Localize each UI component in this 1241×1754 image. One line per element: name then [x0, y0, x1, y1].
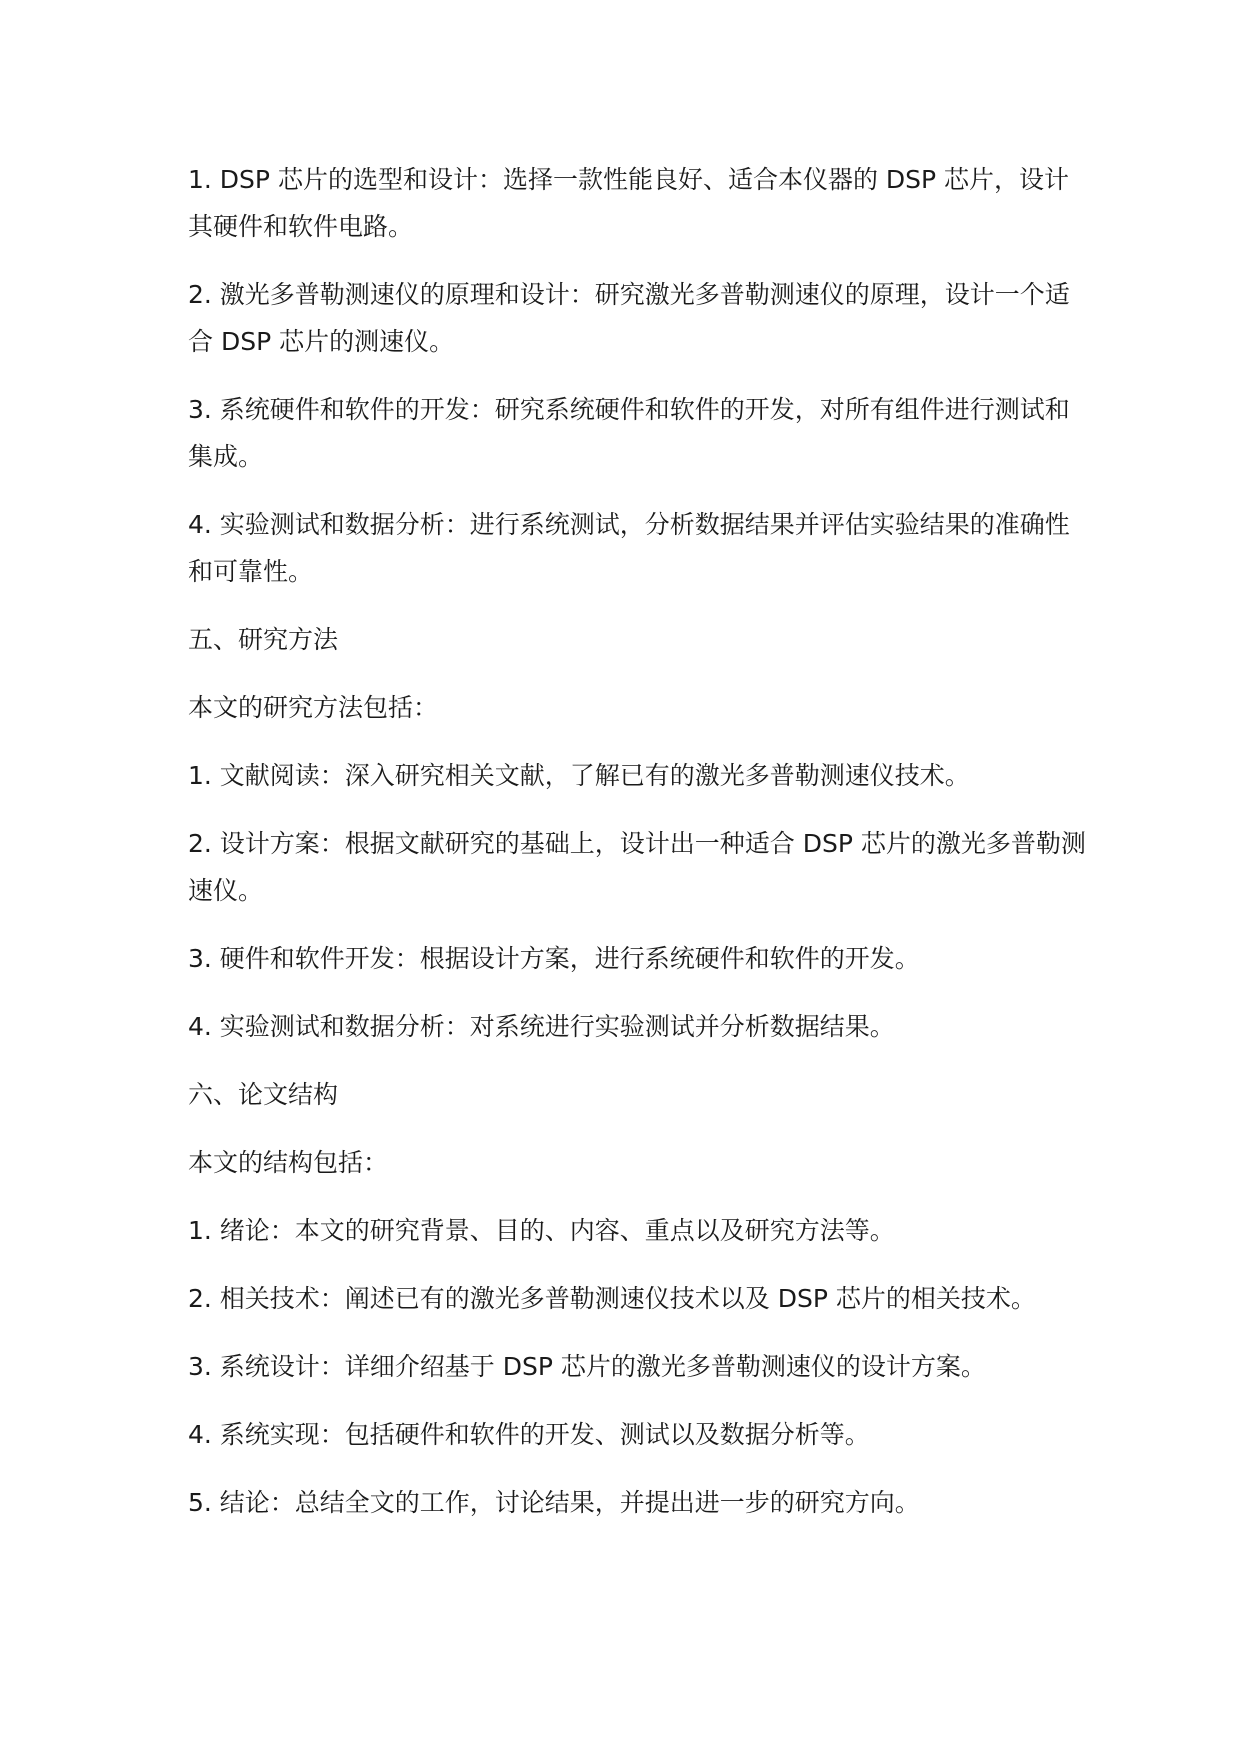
list-item-system-implementation: 4. 系统实现：包括硬件和软件的开发、测试以及数据分析等。	[188, 1420, 870, 1449]
list-item-system-design: 3. 系统设计：详细介绍基于 DSP 芯片的激光多普勒测速仪的设计方案。	[188, 1352, 986, 1381]
section-intro-thesis-structure: 本文的结构包括：	[188, 1148, 389, 1177]
list-item-conclusion: 5. 结论：总结全文的工作，讨论结果，并提出进一步的研究方向。	[188, 1488, 920, 1517]
section-heading-thesis-structure: 六、论文结构	[188, 1080, 339, 1109]
list-item-related-tech: 2. 相关技术：阐述已有的激光多普勒测速仪技术以及 DSP 芯片的相关技术。	[188, 1284, 1036, 1313]
list-item-ldv-principle: 2. 激光多普勒测速仪的原理和设计：研究激光多普勒测速仪的原理，设计一个适合 DSP 芯片的测速仪。	[188, 280, 1070, 356]
list-item-dsp-selection: 1. DSP 芯片的选型和设计：选择一款性能良好、适合本仪器的 DSP 芯片，设计其硬件和软件电路。	[188, 165, 1070, 241]
list-item-experiment-analysis: 4. 实验测试和数据分析：进行系统测试，分析数据结果并评估实验结果的准确性和可靠性。	[188, 510, 1070, 586]
document-body	[188, 156, 1088, 1547]
section-heading-research-methods: 五、研究方法	[188, 625, 339, 654]
list-item-test-analysis: 4. 实验测试和数据分析：对系统进行实验测试并分析数据结果。	[188, 1012, 895, 1041]
list-item-design-plan: 2. 设计方案：根据文献研究的基础上，设计出一种适合 DSP 芯片的激光多普勒测速仪。	[188, 829, 1086, 905]
list-item-hw-sw-dev: 3. 硬件和软件开发：根据设计方案，进行系统硬件和软件的开发。	[188, 944, 920, 973]
list-item-introduction: 1. 绪论：本文的研究背景、目的、内容、重点以及研究方法等。	[188, 1216, 895, 1245]
list-item-system-development: 3. 系统硬件和软件的开发：研究系统硬件和软件的开发，对所有组件进行测试和集成。	[188, 395, 1070, 471]
list-item-literature: 1. 文献阅读：深入研究相关文献，了解已有的激光多普勒测速仪技术。	[188, 761, 970, 790]
section-intro-research-methods: 本文的研究方法包括：	[188, 693, 439, 722]
